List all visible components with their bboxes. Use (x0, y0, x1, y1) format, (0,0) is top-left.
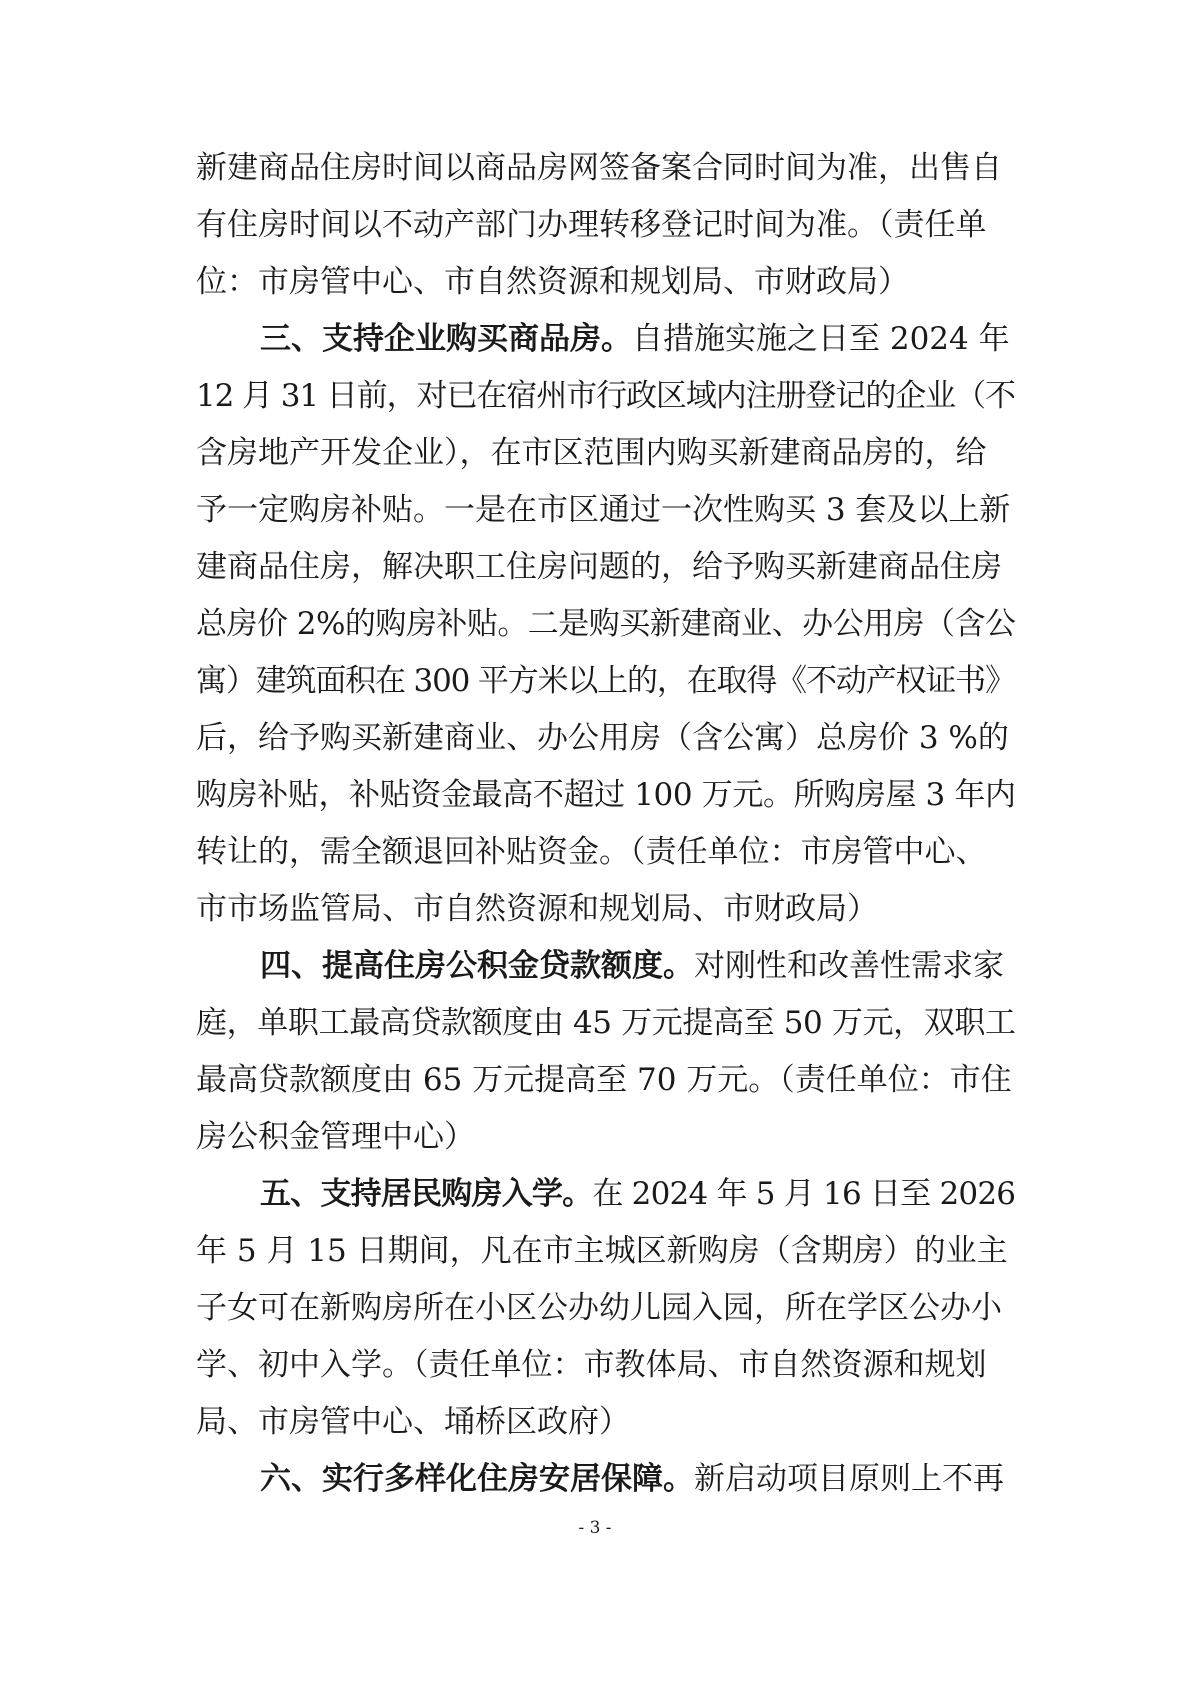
section-heading: 四、提高住房公积金贷款额度。 (260, 948, 694, 984)
line-text: 年 5 月 15 日期间，凡在市主城区新购房（含期房）的业主 (196, 1233, 1008, 1269)
section-heading: 三、支持企业购买商品房。 (260, 321, 632, 357)
line-text: 12 月 31 日前，对已在宿州市行政区域内注册登记的企业（不 (196, 378, 1015, 414)
line-text: 购房补贴，补贴资金最高不超过 100 万元。所购房屋 3 年内 (196, 777, 1016, 813)
section-heading: 六、实行多样化住房安居保障。 (260, 1461, 694, 1497)
text-line (196, 140, 1016, 197)
line-text: 自措施实施之日至 2024 年 (632, 321, 1010, 357)
line-text: 最高贷款额度由 65 万元提高至 70 万元。（责任单位：市住 (196, 1062, 1012, 1098)
line-text: 寓）建筑面积在 300 平方米以上的，在取得《不动产权证书》 (196, 663, 1015, 699)
line-text: 新启动项目原则上不再 (694, 1461, 1004, 1497)
text-line (196, 881, 1016, 938)
text-line (196, 1223, 1016, 1280)
line-text: 对刚性和改善性需求家 (694, 948, 1004, 984)
section-heading: 五、支持居民购房入学。 (260, 1176, 593, 1212)
line-text: 后，给予购买新建商业、办公用房（含公寓）总房价 3 %的 (196, 720, 1009, 756)
text-line (196, 482, 1016, 539)
text-line (196, 1109, 1016, 1166)
text-line (196, 938, 1016, 995)
text-line (196, 710, 1016, 767)
text-line (196, 1166, 1016, 1223)
text-line (196, 1280, 1016, 1337)
line-text: 学、初中入学。（责任单位：市教体局、市自然资源和规划 (196, 1347, 987, 1383)
line-text: 位：市房管中心、市自然资源和规划局、市财政局） (196, 264, 909, 300)
text-line (196, 767, 1016, 824)
text-line (196, 1451, 1016, 1508)
text-line (196, 1337, 1016, 1394)
line-text: 庭，单职工最高贷款额度由 45 万元提高至 50 万元，双职工 (196, 1005, 1016, 1041)
text-line (196, 824, 1016, 881)
text-line (196, 425, 1016, 482)
text-line (196, 368, 1016, 425)
text-line (196, 197, 1016, 254)
line-text: 有住房时间以不动产部门办理转移登记时间为准。（责任单 (196, 207, 987, 243)
text-line (196, 539, 1016, 596)
document-body (196, 140, 1016, 1508)
line-text: 转让的，需全额退回补贴资金。（责任单位：市房管中心、 (196, 834, 987, 870)
line-text: 房公积金管理中心） (196, 1119, 475, 1155)
line-text: 市市场监管局、市自然资源和规划局、市财政局） (196, 891, 878, 927)
line-text: 予一定购房补贴。一是在市区通过一次性购买 3 套及以上新 (196, 492, 1011, 528)
text-line (196, 653, 1016, 710)
line-text: 含房地产开发企业），在市区范围内购买新建商品房的，给 (196, 435, 987, 471)
line-text: 局、市房管中心、埇桥区政府） (196, 1404, 630, 1440)
line-text: 建商品住房，解决职工住房问题的，给予购买新建商品住房 (196, 549, 1002, 585)
line-text: 总房价 2%的购房补贴。二是购买新建商业、办公用房（含公 (196, 606, 1016, 642)
text-line (196, 596, 1016, 653)
text-line (196, 1394, 1016, 1451)
text-line (196, 254, 1016, 311)
text-line (196, 1052, 1016, 1109)
line-text: 在 2024 年 5 月 16 日至 2026 (592, 1176, 1016, 1212)
line-text: 子女可在新购房所在小区公办幼儿园入园，所在学区公办小 (196, 1290, 1002, 1326)
text-line (196, 995, 1016, 1052)
line-text: 新建商品住房时间以商品房网签备案合同时间为准，出售自 (196, 150, 1002, 186)
text-line (196, 311, 1016, 368)
page-number: - 3 - (578, 1518, 612, 1538)
